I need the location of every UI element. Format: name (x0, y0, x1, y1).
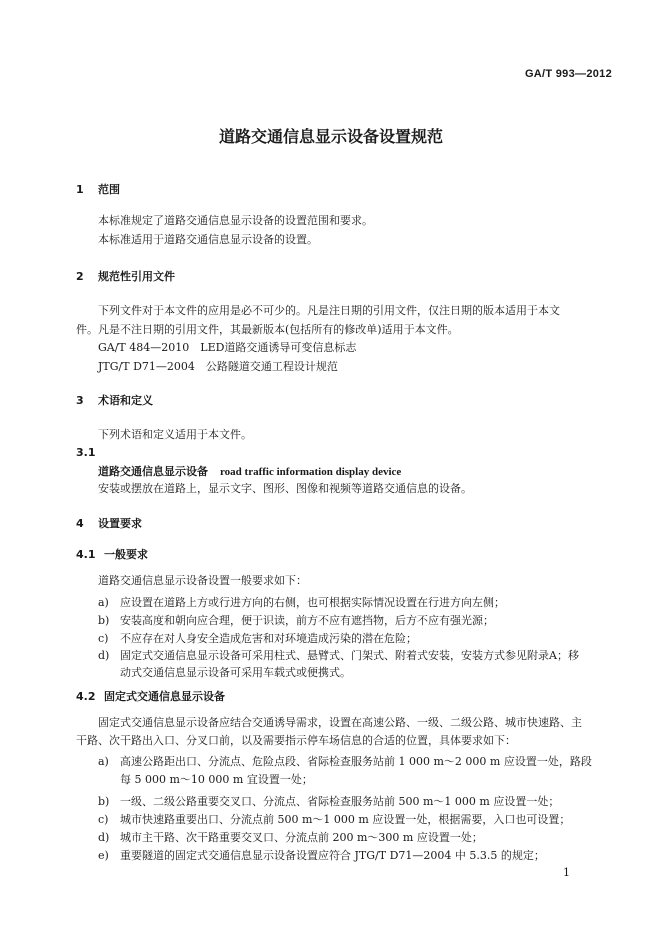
definition: 安装或摆放在道路上，显示文字、图形、图像和视频等道路交通信息的设备。 (98, 482, 472, 495)
section-4-1-heading (76, 546, 148, 562)
document-title: 道路交通信息显示设备设置规范 (218, 127, 443, 146)
term-entry (98, 463, 401, 479)
section-number: 4.1 (76, 548, 96, 561)
section-title: 固定式交通信息显示设备 (104, 690, 225, 703)
term-chinese: 道路交通信息显示设备 (98, 465, 208, 478)
list-text: 安装高度和朝向应合理，便于识读，前方不应有遮挡物，后方不应有强光源； (120, 614, 494, 627)
paragraph: 固定式交通信息显示设备应结合交通诱导需求，设置在高速公路、一级、二级公路、城市快速路、主 (98, 716, 582, 729)
paragraph: 件。凡是不注日期的引用文件，其最新版本(包括所有的修改单)适用于本文件。 (76, 323, 459, 336)
list-marker: e) (98, 849, 109, 862)
section-title: 术语和定义 (98, 394, 153, 407)
clause-number: 3.1 (76, 446, 96, 459)
list-marker: b) (98, 614, 110, 627)
paragraph: 下列术语和定义适用于本文件。 (98, 428, 252, 441)
section-title: 范围 (98, 183, 120, 196)
section-number: 1 (76, 183, 84, 196)
list-text: 一级、二级公路重要交叉口、分流点、省际检查服务站前 500 m～1 000 m 应设置一处； (120, 795, 560, 808)
list-item (98, 811, 570, 827)
section-2-heading (76, 268, 175, 284)
list-text: 应设置在道路上方或行进方向的右侧，也可根据实际情况设置在行进方向左侧； (120, 596, 505, 609)
list-item (98, 829, 483, 845)
list-text: 城市主干路、次干路重要交叉口、分流点前 200 m～300 m 应设置一处； (120, 831, 483, 844)
paragraph: 本标准适用于道路交通信息显示设备的设置。 (98, 233, 318, 246)
reference-item: JTG/T D71—2004 公路隧道交通工程设计规范 (98, 360, 338, 373)
list-item (98, 647, 579, 663)
list-item (98, 630, 417, 646)
list-marker: a) (98, 596, 109, 609)
standard-number: GA/T 993—2012 (524, 68, 612, 80)
list-text: 不应存在对人身安全造成危害和对环境造成污染的潜在危险； (120, 632, 417, 645)
list-item (98, 753, 592, 769)
section-title: 规范性引用文件 (98, 270, 175, 283)
section-3-heading (76, 392, 153, 408)
paragraph: 本标准规定了道路交通信息显示设备的设置范围和要求。 (98, 214, 373, 227)
section-number: 4 (76, 517, 84, 530)
list-marker: c) (98, 813, 109, 826)
list-item-continuation: 动式交通信息显示设备可采用车载式或便携式。 (120, 666, 351, 679)
reference-item: GA/T 484—2010 LED道路交通诱导可变信息标志 (98, 341, 357, 354)
list-item-continuation: 每 5 000 m～10 000 m 宜设置一处； (120, 773, 313, 786)
paragraph: 干路、次干路出入口、分叉口前，以及需要指示停车场信息的合适的位置，具体要求如下： (76, 734, 516, 747)
term-english: road traffic information display device (220, 466, 402, 478)
page-number: 1 (563, 866, 570, 879)
list-item (98, 793, 559, 809)
section-4-heading (76, 515, 142, 531)
section-4-2-heading (76, 688, 225, 704)
section-title: 设置要求 (98, 517, 142, 530)
paragraph: 道路交通信息显示设备设置一般要求如下： (98, 574, 307, 587)
list-marker: b) (98, 795, 110, 808)
list-marker: a) (98, 755, 109, 768)
section-number: 2 (76, 270, 84, 283)
list-marker: c) (98, 632, 109, 645)
paragraph: 下列文件对于本文件的应用是必不可少的。凡是注日期的引用文件，仅注日期的版本适用于本文 (98, 304, 560, 317)
list-item (98, 594, 505, 610)
list-marker: d) (98, 831, 110, 844)
list-text: 重要隧道的固定式交通信息显示设备设置应符合 JTG/T D71—2004 中 5.3.5 的规定； (120, 849, 545, 862)
list-text: 高速公路距出口、分流点、危险点段、省际检查服务站前 1 000 m～2 000 m 应设置一处，路段 (120, 755, 592, 768)
list-text: 固定式交通信息显示设备可采用柱式、悬臂式、门架式、附着式安装，安装方式参见附录A；移 (120, 649, 579, 662)
section-title: 一般要求 (104, 548, 148, 561)
section-1-heading (76, 181, 120, 197)
list-marker: d) (98, 649, 110, 662)
section-number: 4.2 (76, 690, 96, 703)
list-item (98, 612, 494, 628)
list-item (98, 847, 545, 863)
list-text: 城市快速路重要出口、分流点前 500 m～1 000 m 应设置一处，根据需要，入口也可设置； (120, 813, 571, 826)
section-number: 3 (76, 394, 84, 407)
